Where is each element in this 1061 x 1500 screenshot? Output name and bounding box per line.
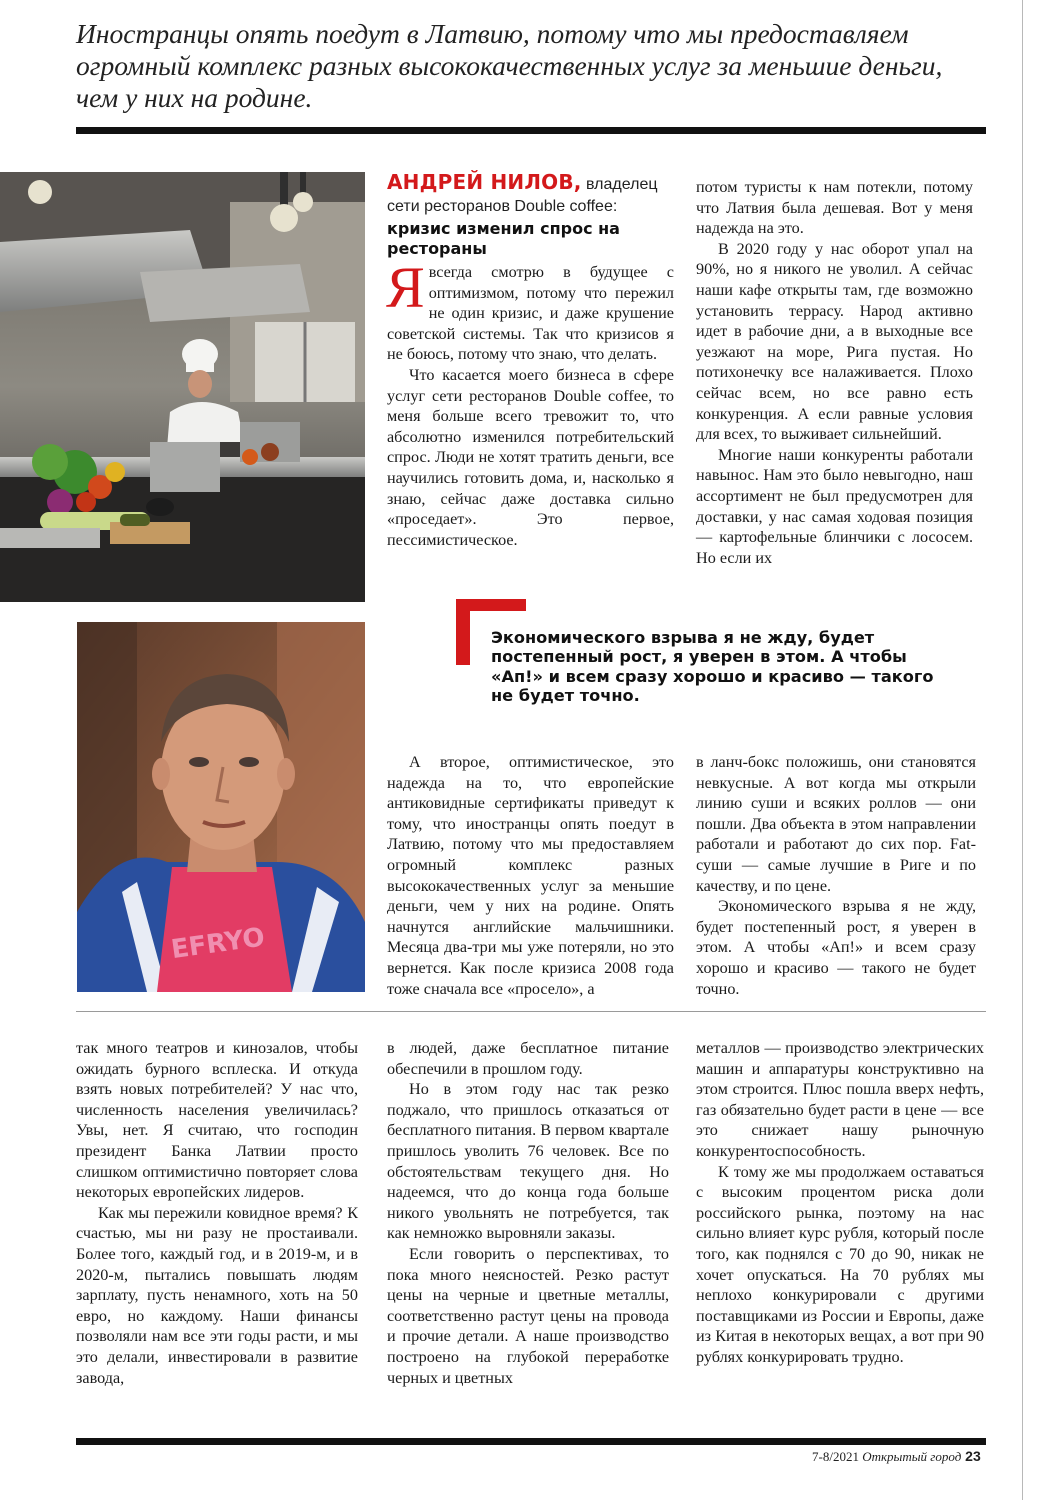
section1-col1-paragraph2: Что касается моего бизнеса в сфере услуг сети ресторанов Double coffee, то меня больше всего тревожит то, что абсолютно изменился потребительский спрос. Люди не хотят тратить деньги, все научились готовить дома, и, насколько я знаю, сейчас даже доставка сильно «проседает». Это первое, пессимистическое.	[387, 365, 674, 549]
section1-col1-paragraph1	[386, 255, 674, 365]
section3-col3-paragraph1: металлов — производство электрических машин и аппаратуры конструктивно на этом строится. Плюс пошла вверх нефть, газ обязательно будет расти в цене — все это снижает нашу рыночную конкурентоспособность.	[696, 1039, 984, 1160]
section1-col2-paragraph3: Многие наши конкуренты работали навынос. Нам это было невыгодно, наш ассортимент не был предусмотрен для доставки, у нас самая ходовая позиция — картофельные блинчики с лососем. Но если их	[696, 445, 973, 567]
section1-column1	[386, 255, 674, 550]
section-divider	[76, 1011, 986, 1012]
page-number: 23	[961, 1448, 981, 1464]
kitchen-illustration	[0, 172, 365, 602]
portrait-illustration	[77, 622, 365, 992]
section3-col1-paragraph1: так много театров и кинозалов, чтобы ожидать бурного всплеска. И откуда взять новых потребителей? У нас что, численность населения увеличилась? Увы, нет. Я считаю, что господин президент Банка Латвии просто слишком оптимистично повторяет слова некоторых европейских лидеров.	[76, 1039, 358, 1202]
bottom-rule	[76, 1438, 986, 1445]
pull-quote-text: Экономического взрыва я не жду, будет постепенный рост, я уверен в этом. А чтобы «Ап!» и всем сразу хорошо и красиво — такого не будет точно.	[491, 628, 934, 706]
publication-name: Открытый город	[862, 1449, 962, 1464]
author-name: АНДРЕЙ НИЛОВ,	[387, 170, 582, 194]
section3-col2-paragraph3: Если говорить о перспективах, то пока много неясностей. Резко растут цены на черные и цветные металлы, соответственно растут цены на провода и прочие детали. А наше производство построено на глубокой переработке черных и цветных	[387, 1244, 669, 1387]
section1-col2-paragraph2: В 2020 году у нас оборот упал на 90%, но я никого не уволил. А сейчас наши кафе открыты там, где возможно установить террасу. Народ активно идет в рабочие дни, а в выходные все уезжают на море, Рига пустая. Но потихонечку все налаживается. Плохо сейчас всем, но все равно есть конкуренция. А если равные условия для всех, то выживает сильнейший.	[696, 239, 973, 444]
section3-col3-paragraph2: К тому же мы продолжаем оставаться с высоким процентом риска доли российского рынка, поэтому на нас сильно влияет курс рубля, который после того, как поднялся с 70 до 90, никак не хочет опускаться. На 70 рублях мы неплохо конкурировали с другими поставщиками из России и Европы, даже из Китая в некоторых вещах, а вот при 90 рублях конкурировать трудно.	[696, 1162, 984, 1366]
article-subtitle: кризис изменил спрос на рестораны	[387, 219, 620, 258]
section3-column2	[387, 1038, 669, 1388]
section2-col2-paragraph1: в ланч-бокс положишь, они становятся невкусные. А вот когда мы открыли линию суши и всяких роллов — они пошли. Два объекта в этом направлении работали и работают до сих пор. Fat-суши — самые лучшие в Риге и по качеству, и по цене.	[696, 753, 976, 895]
section2-column2	[696, 752, 976, 999]
section3-col1-paragraph2: Как мы пережили ковидное время? К счастью, мы ни разу не простаивали. Более того, каждый год, и в 2019-м, и в 2020-м, пытались повышать людям зарплату, пусть ненамного, хоть на 50 евро, но каждому. Наши финансы позволяли нам все эти годы расти, и мы это делали, инвестировали в развитие завода,	[76, 1203, 358, 1387]
svg-text:EFRYO: EFRYO	[169, 922, 267, 966]
section1-col2-paragraph1: потом туристы к нам потекли, потому что Латвия была дешевая. Вот у меня надежда на это.	[696, 178, 973, 238]
section2-col1-paragraph1: А второе, оптимистическое, это надежда на то, что европейские антиковидные сертификаты приведут к тому, что иностранцы опять поедут в Латвию, потому что мы предоставляем огромный комплекс разных высококачественных услуг за меньшие деньги, чем у них на родине. Опять начнутся английские мальчишники. Месяца два-три мы уже потеряли, но это вернется. Как после кризиса 2008 года тоже сначала все «просело», а	[387, 753, 674, 998]
section2-column1	[387, 752, 674, 999]
drop-cap: Я	[386, 255, 425, 320]
article-headline	[387, 171, 677, 259]
section1-col1-p1-text: всегда смотрю в будущее с оптимизмом, потому что пережил не один кризис, и даже крушение советской системы. Так что кризисов я не боюсь, потому что знаю, что делать.	[387, 263, 674, 364]
section2-col2-paragraph2: Экономического взрыва я не жду, будет постепенный рост, я уверен в этом. А чтобы «Ап!» и всем сразу хорошо и красиво — такого не будет точно.	[696, 897, 976, 998]
issue-number: 7-8/2021	[812, 1449, 863, 1464]
section3-col2-paragraph2: Но в этом году нас так резко поджало, что пришлось отказаться от бесплатного питания. В первом квартале пришлось уволить 76 человек. Все по обстоятельствам текущего дня. Но надеемся, что до конца года больше никого увольнять не потребуется, так как немножко выровняли заказы.	[387, 1080, 669, 1243]
section1-column2	[696, 177, 973, 568]
author-role: владелец сети ресторанов Double coffee:	[387, 176, 658, 215]
section3-col2-paragraph1: в людей, даже бесплатное питание обеспечили в прошлом году.	[387, 1039, 669, 1078]
top-quote: Иностранцы опять поедут в Латвию, потому что мы предоставляем огромный комплекс разных высококачественных услуг за меньшие деньги, чем у них на родине.	[76, 18, 943, 113]
section3-column3	[696, 1038, 984, 1368]
pull-quote	[456, 597, 986, 717]
section3-column1	[76, 1038, 358, 1388]
page-edge-line	[1022, 0, 1023, 1500]
portrait-photo	[77, 622, 365, 992]
page-footer	[812, 1448, 981, 1465]
top-rule	[76, 127, 986, 134]
kitchen-photo	[0, 172, 365, 602]
